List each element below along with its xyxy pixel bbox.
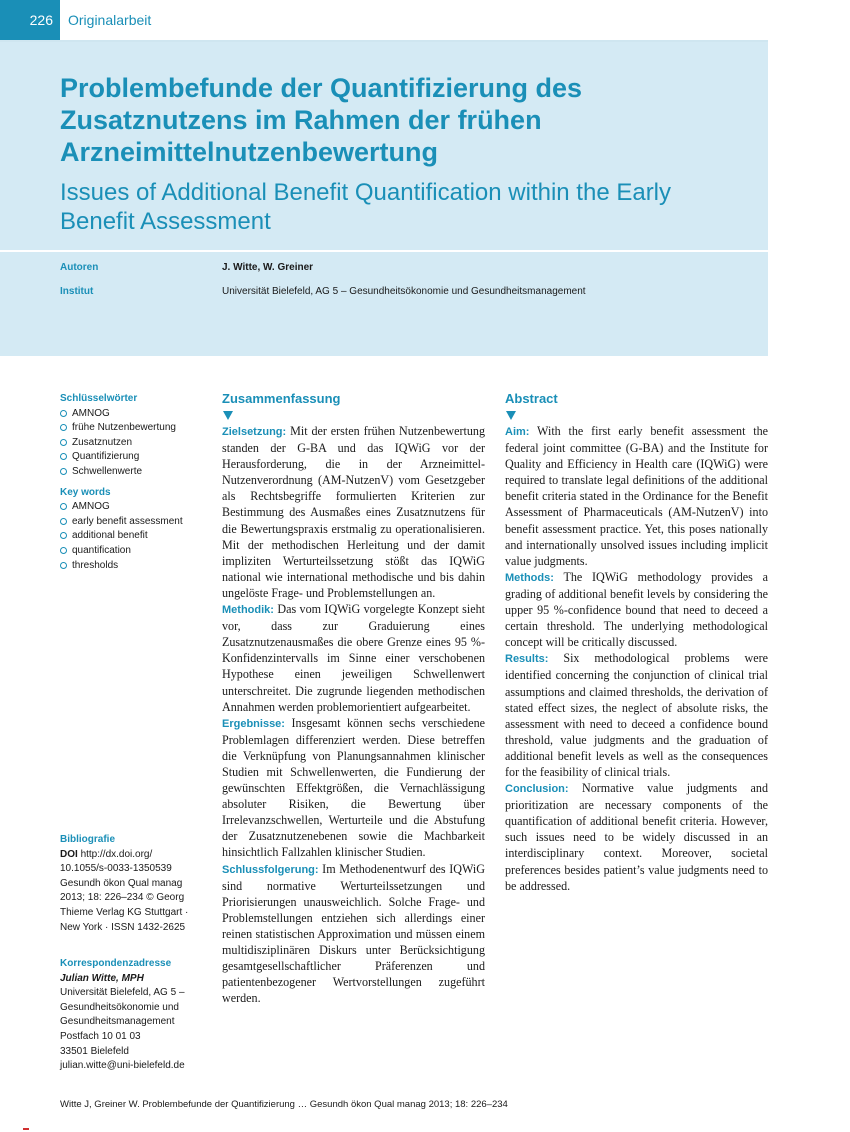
bibliography-line: Thieme Verlag KG Stuttgart · — [60, 906, 189, 918]
abstract-paragraph: Ergebnisse: Insgesamt können sechs verschiedene Problemlagen differenziert werden. Diese betreffen die Verknüpfung von Planungsannahmen klinischer Studien mit Schwellenwerten, die Fundierung der gewünschten Effektgrößen, die Vernachlässigung absoluter Risiken, die Bewertung über Irrelevanzschwellen, Werturteile und die Abstufung der Zusatznutzenebenen sowie die Machbarkeit hinsichtlich Fallzahlen klinischer Studien. — [222, 715, 485, 860]
list-item: AMNOG — [60, 407, 210, 422]
section-label: Originalarbeit — [68, 12, 152, 28]
abstract-paragraph: Results: Six methodological problems were identified concerning the conjunction of clinical trial assumptions and claimed thresholds, the derivation of stated effect sizes, the neglect of absolute risks, the assessment with need to deceed a confidence bound threshold, value judgments and the graduation of additional benefit levels as well as the consequences for the feasibility of clinical trials. — [505, 651, 768, 779]
bibliography-line: 10.1055/s-0033-1350539 — [60, 863, 172, 875]
keywords-sidebar — [60, 392, 210, 573]
abstract-paragraph: Methodik: Das vom IQWiG vorgelegte Konzept sieht vor, dass zur Graduierung eines Zusatznutzenausmaßes die obere Grenze eines 95 %-Konfidenzintervalls im Sinne einer verschobenen Hypothese einen jeweiligen Schwellenwert unterschreitet. Die zugrunde liegenden methodischen Annahmen werden problemorientiert aufgearbeitet. — [222, 602, 485, 714]
bullet-circle-icon — [60, 503, 67, 510]
title-panel — [0, 42, 768, 250]
authors-value: J. Witte, W. Greiner — [222, 262, 314, 273]
bullet-circle-icon — [60, 439, 67, 446]
doi-link[interactable]: http://dx.doi.org/ — [80, 848, 153, 860]
list-item: Quantifizierung — [60, 450, 210, 465]
abstract-paragraph: Schlussfolgerung: Im Methodenentwurf des IQWiG sind normative Werturteilssetzungen und Priorisierungen unausweichlich. Solche Frage- und Problemstellungen entziehen sich allerdings einer reinen statistischen Approximation und müssen einem multidisziplinären Diskurs unter Berücksichtigung gesamtgesellschaftlicher Präferenzen und patientenbezogener Wertvorstellungen zugeführt werden. — [222, 861, 485, 1006]
list-item: AMNOG — [60, 500, 210, 515]
author-panel — [0, 252, 768, 356]
bibliography-heading: Bibliografie — [60, 834, 116, 845]
abstract-german-heading: Zusammenfassung — [222, 391, 341, 406]
address-line: Gesundheitsökonomie und — [60, 1001, 179, 1013]
bullet-circle-icon — [60, 518, 67, 525]
address-line: Postfach 10 01 03 — [60, 1030, 141, 1042]
abstract-paragraph: Methods: The IQWiG methodology provides a grading of additional benefit levels by considering the upper 95 %-confidence bound that need to deceed a certain threshold. The underlying methodological concept will be critically discussed. — [505, 569, 768, 650]
title-english: Issues of Additional Benefit Quantification within the Early Benefit Assessment — [60, 179, 672, 235]
list-item: Schwellenwerte — [60, 465, 210, 480]
bullet-circle-icon — [60, 532, 67, 539]
correspondence-block — [60, 957, 210, 1074]
abstract-paragraph: Aim: With the first early benefit assessment the federal joint committee (G-BA) and the Institute for Quality and Efficiency in Health care (IQWiG) were required to translate legal definitions of the additional benefit criteria stated in the Ordinance for the Benefit Assessment of Pharmaceuticals (AM-NutzenV) into benefit assessment practice. Yet, this poses nationally and internationally unsolved issues including implicit value judgments. — [505, 424, 768, 568]
footer-citation: Witte J, Greiner W. Problembefunde der Quantifizierung … Gesundh ökon Qual manag 2013; 18: 226–234 — [60, 1099, 508, 1110]
list-item: additional benefit — [60, 529, 210, 544]
doi-line — [60, 848, 210, 863]
abstract-english — [505, 390, 768, 894]
arrow-down-icon — [506, 411, 516, 420]
list-item: Zusatznutzen — [60, 436, 210, 451]
bibliography-block — [60, 833, 210, 935]
list-item: frühe Nutzenbewertung — [60, 421, 210, 436]
email-link[interactable]: julian.witte@uni-bielefeld.de — [60, 1060, 185, 1072]
bibliography-line: 2013; 18: 226–234 © Georg — [60, 892, 185, 904]
authors-label: Autoren — [60, 262, 99, 273]
bullet-circle-icon — [60, 562, 67, 569]
correspondence-name: Julian Witte, MPH — [60, 972, 144, 984]
title-german: Problembefunde der Quantifizierung des Zusatznutzens im Rahmen der frühen Arzneimittelnutzenbewertung — [60, 73, 583, 167]
keywords-en-list — [60, 500, 210, 573]
doi-label: DOI — [60, 848, 78, 860]
address-line: Gesundheitsmanagement — [60, 1016, 175, 1028]
keywords-de-heading: Schlüsselwörter — [60, 393, 138, 404]
address-line: 33501 Bielefeld — [60, 1045, 129, 1057]
list-item: quantification — [60, 544, 210, 559]
corner-mark — [23, 1128, 29, 1130]
address-line: Universität Bielefeld, AG 5 – — [60, 987, 185, 999]
arrow-down-icon — [223, 411, 233, 420]
bullet-circle-icon — [60, 424, 67, 431]
bibliography-line: New York · ISSN 1432-2625 — [60, 921, 186, 933]
abstract-paragraph: Conclusion: Normative value judgments and prioritization are necessary components of the quantification of additional benefit criteria. However, such issues need to be widely discussed in an interdisciplinary context. Moreover, societal preferences besides patient’s value judgments need to be addressed. — [505, 781, 768, 893]
bibliography-line: Gesundh ökon Qual manag — [60, 877, 183, 889]
bullet-circle-icon — [60, 468, 67, 475]
correspondence-heading: Korrespondenzadresse — [60, 958, 172, 969]
bullet-circle-icon — [60, 410, 67, 417]
list-item: thresholds — [60, 559, 210, 574]
abstract-paragraph: Zielsetzung: Mit der ersten frühen Nutzenbewertung standen der G-BA und das IQWiG vor der Herausforderung, die in der Arzneimittel-Nutzenverordnung (AM-NutzenV) vom Gesetzgeber als Rechtsbegriffe formulierten Kriterien zur Bestimmung des Ausmaßes eines Zusatznutzens für die Bewertungspraxis erstmalig zu operationalisieren. Mit der methodischen Herleitung und der damit impliziten Werturteilssetzung stößt das IQWiG national wie international methodische und bis dahin ungelöste Frage- und Problemstellungen an. — [222, 424, 485, 600]
bullet-circle-icon — [60, 453, 67, 460]
keywords-en-heading: Key words — [60, 486, 111, 498]
institute-value: Universität Bielefeld, AG 5 – Gesundheitsökonomie und Gesundheitsmanagement — [222, 286, 586, 297]
page-number: 226 — [0, 0, 60, 40]
keywords-de-list — [60, 407, 210, 480]
bullet-circle-icon — [60, 547, 67, 554]
abstract-german — [222, 390, 485, 1006]
institute-label: Institut — [60, 286, 94, 297]
list-item: early benefit assessment — [60, 515, 210, 530]
abstract-english-heading: Abstract — [505, 391, 558, 406]
